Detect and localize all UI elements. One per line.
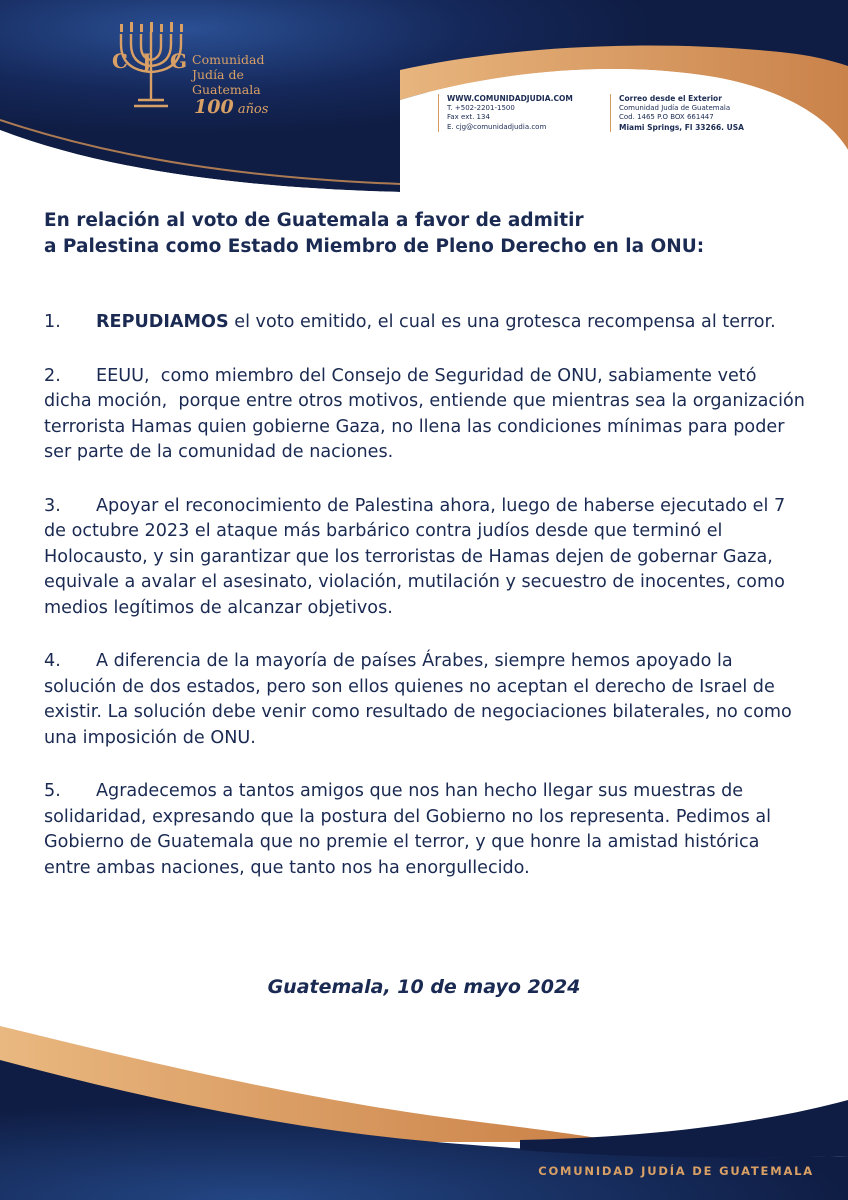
svg-text:J: J: [142, 49, 152, 73]
anniversary-badge: 100 años: [194, 96, 269, 118]
phone-number: T. +502-2201-1500: [447, 103, 515, 112]
logo-name: Comunidad Judía de Guatemala: [192, 52, 265, 97]
statement-body: [44, 310, 811, 909]
paragraph-4: 4. A diferencia de la mayoría de países Árabes, siempre hemos apoyado la solución de dos estados, pero son ellos quienes no aceptan el derecho de Israel de existir. La solución debe venir como resultado de negociaciones bilaterales, no como una imposición de ONU.: [44, 651, 798, 748]
fax-extension: Fax ext. 134: [447, 113, 490, 121]
paragraph-3: 3. Apoyar el reconocimiento de Palestina ahora, luego de haberse ejecutado el 7 de octubre 2023 el ataque más barbárico contra judíos desde que terminó el Holocausto, y sin garantizar que los terroristas de Hamas dejen de gobernar Gaza, equivale a avalar el asesinato, violación, mutilación y secuestro de inocentes, como medios legítimos de alcanzar objetivos.: [44, 495, 791, 618]
paragraph-5: 5. Agradecemos a tantos amigos que nos han hecho llegar sus muestras de solidaridad, expresando que la postura del Gobierno no los representa. Pedimos al Gobierno de Guatemala que no premie el terror, y que honre la amistad histórica entre ambas naciones, que tanto nos ha enorgullecido.: [44, 781, 777, 878]
document-title: En relación al voto de Guatemala a favor de admitir a Palestina como Estado Miembro de Pleno Derecho en la ONU:: [44, 210, 705, 257]
website-link[interactable]: WWW.COMUNIDADJUDIA.COM: [447, 94, 573, 103]
dateline: Guatemala, 10 de mayo 2024: [267, 976, 581, 998]
paragraph-1: 1. REPUDIAMOS el voto emitido, el cual es una grotesca recompensa al terror.: [44, 312, 776, 332]
logo-monogram: C: [112, 49, 128, 73]
footer-organization-label: COMUNIDAD JUDÍA DE GUATEMALA: [538, 1164, 814, 1178]
contact-info: [438, 94, 573, 132]
svg-text:G: G: [170, 49, 188, 73]
mailing-address: Correo desde el Exterior Comunidad Judía de Guatemala Cod. 1465 P.O BOX 661447 Miami Springs, Fl 33266. USA: [610, 94, 744, 132]
email-link[interactable]: E. cjg@comunidadjudia.com: [447, 122, 547, 131]
paragraph-2: 2. EEUU, como miembro del Consejo de Seguridad de ONU, sabiamente vetó dicha moción, porque entre otros motivos, entiende que mientras sea la organización terrorista Hamas quien gobierne Gaza, no llena las condiciones mínimas para poder ser parte de la comunidad de naciones.: [44, 365, 811, 462]
